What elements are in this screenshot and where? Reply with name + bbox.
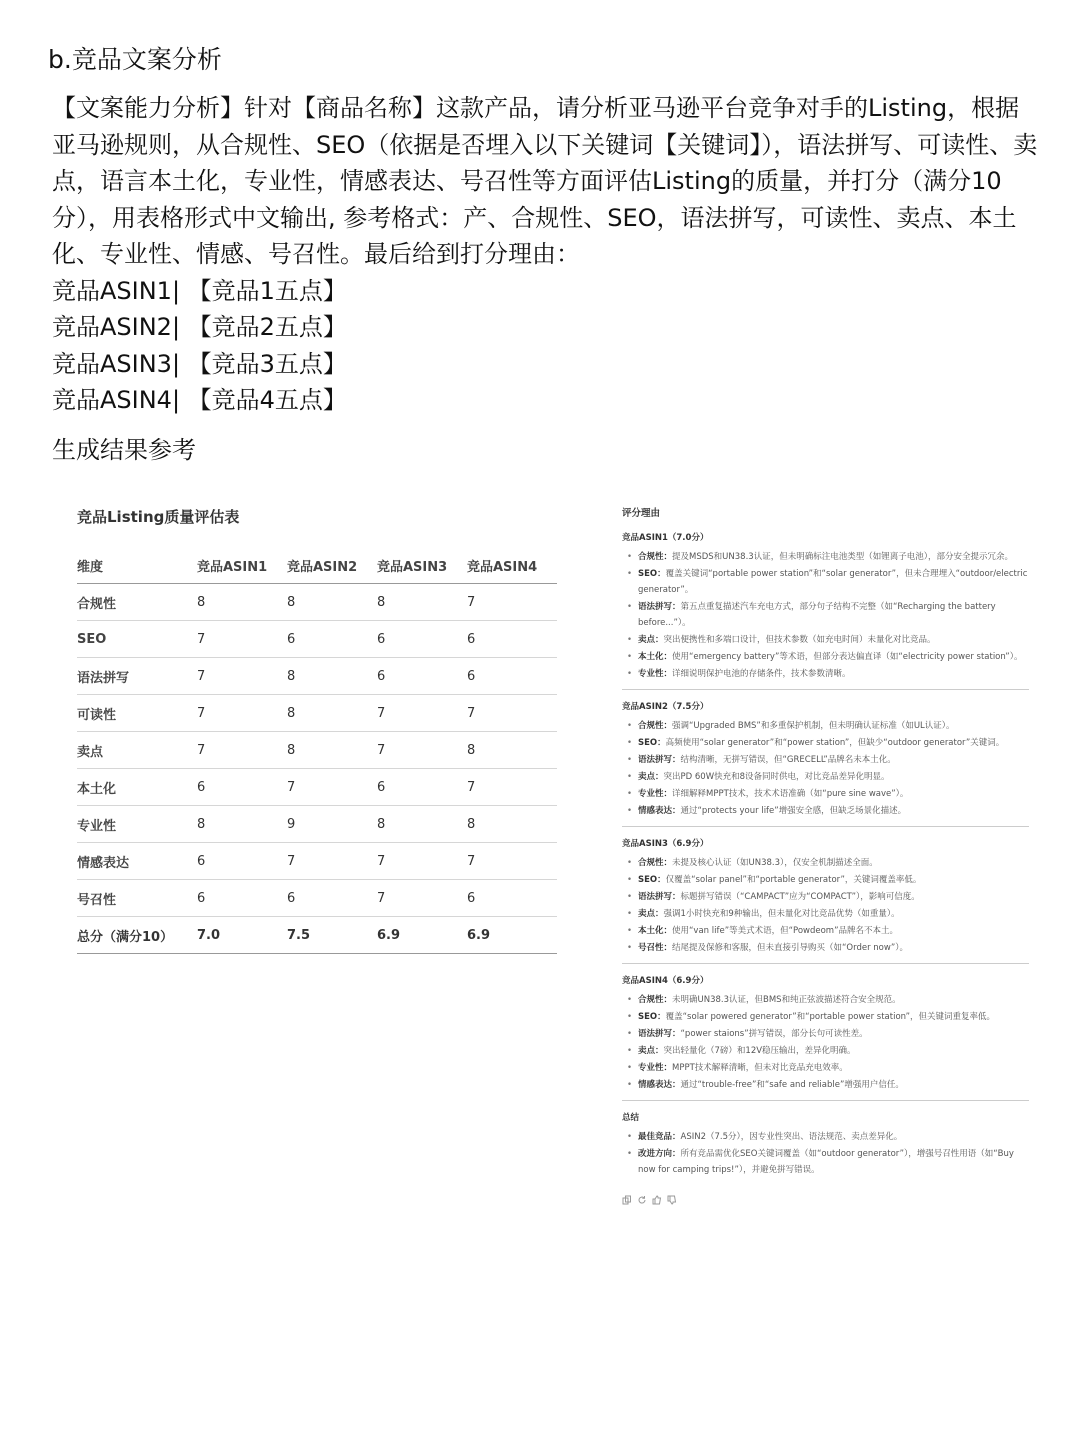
table-row [77,732,557,769]
prompt-text: 【文案能力分析】针对【商品名称】这款产品，请分析亚马逊平台竞争对手的Listing，根据亚马逊规则，从合规性、SEO（依据是否埋入以下关键词【关键词】），语法拼写、可读性、卖点，语言本土化，专业性，情感表达、号召性等方面评估Listing的质量，并打分（满分10分），用表格形式中文输出, 参考格式：产、合规性、SEO，语法拼写，可读性、卖点、本土化、专业性、情感、号召性。最后给到打分理由： [52,94,1038,268]
row-dimension: 号召性 [77,880,197,917]
table-row [77,843,557,880]
row-dimension: 卖点 [77,732,197,769]
score-cell: 8 [287,732,377,769]
reason-item [638,718,1029,734]
reason-item [638,1077,1029,1093]
score-cell: 7 [467,843,557,880]
score-cell: 6 [377,621,467,658]
reason-item [638,599,1029,631]
header-asin4: 竞品ASIN4 [467,547,557,584]
reason-item [638,786,1029,802]
reason-text: 第五点重复描述汽车充电方式，部分句子结构不完整（如“Recharging the battery before...”）。 [638,602,996,628]
row-dimension: SEO [77,621,197,658]
reason-text: 未提及核心认证（如UN38.3），仅安全机制描述全面。 [672,858,878,868]
score-cell: 8 [287,584,377,621]
table-row [77,806,557,843]
table-title: 竞品Listing质量评估表 [77,508,240,526]
table-row [77,658,557,695]
reason-text: 突出轻量化（7磅）和12V稳压输出，差异化明确。 [663,1046,856,1056]
reason-key: 卖点： [638,909,664,919]
row-dimension: 语法拼写 [77,658,197,695]
header-asin3: 竞品ASIN3 [377,547,467,584]
score-cell: 6 [467,621,557,658]
reason-item [638,769,1029,785]
reason-section [622,974,1029,1101]
reason-key: 语法拼写： [638,602,681,612]
reason-section-heading: 竞品ASIN1（7.0分） [622,533,709,543]
reasons-title: 评分理由 [622,508,661,519]
reason-key: 情感表达： [638,1080,681,1090]
score-cell: 6 [467,880,557,917]
table-row [77,584,557,621]
score-cell: 7 [377,695,467,732]
reason-key: SEO： [638,1012,666,1022]
reason-text: 覆盖关键词“portable power station”和“solar generator”，但未合理埋入“outdoor/electric generator”。 [638,569,1028,595]
reason-item [638,1009,1029,1025]
reason-key: 卖点： [638,772,664,782]
score-cell: 7 [197,732,287,769]
reason-text: 详细解释MPPT技术，技术术语准确（如“pure sine wave”）。 [672,789,909,799]
copy-icon[interactable] [622,1195,632,1205]
evaluation-table-block [77,506,557,954]
header-dimension: 维度 [77,547,197,584]
score-cell: 7 [467,695,557,732]
action-icons [622,1195,1029,1205]
reason-text: 未明确UN38.3认证，但BMS和纯正弦波描述符合安全规范。 [672,995,901,1005]
page-heading: b.竞品文案分析 [48,45,222,74]
evaluation-table [77,547,557,954]
score-cell: 6 [197,880,287,917]
reason-key: 本土化： [638,926,673,936]
score-cell: 8 [467,806,557,843]
reason-item [638,803,1029,819]
score-cell: 6 [377,769,467,806]
reason-item [638,566,1029,598]
row-dimension: 情感表达 [77,843,197,880]
reason-item [638,923,1029,939]
reason-text: 覆盖“solar powered generator”和“portable power station”，但关键词重复率低。 [665,1012,995,1022]
reason-text: 仅覆盖“solar panel”和“portable generator”，关键词覆盖率低。 [665,875,922,885]
reason-key: 号召性： [638,943,673,953]
reason-list [622,992,1029,1093]
reason-key: 卖点： [638,1046,664,1056]
score-cell: 6 [287,621,377,658]
reason-section [622,700,1029,827]
reason-key: SEO： [638,738,666,748]
reason-text: 结尾提及保修和客服，但未直接引导购买（如“Order now”）。 [672,943,908,953]
thumbs-down-icon[interactable] [667,1195,677,1205]
reason-key: 合规性： [638,721,673,731]
reason-item [638,855,1029,871]
reasons-panel [622,505,1029,1205]
reason-item [638,632,1029,648]
reason-section-heading: 竞品ASIN4（6.9分） [622,976,709,986]
score-cell: 8 [197,806,287,843]
reason-section-heading: 竞品ASIN2（7.5分） [622,702,709,712]
score-cell: 7 [197,658,287,695]
refresh-icon[interactable] [637,1195,647,1205]
table-row [77,769,557,806]
table-total-row [77,917,557,954]
reason-key: 合规性： [638,858,673,868]
reason-text: 强调1小时快充和9种输出，但未量化对比竞品优势（如重量）。 [663,909,900,919]
reason-key: 专业性： [638,789,673,799]
reason-key: 语法拼写： [638,892,681,902]
reason-text: ASIN2（7.5分），因专业性突出、语法规范、卖点差异化。 [680,1132,903,1142]
reason-list [622,855,1029,956]
score-cell: 8 [467,732,557,769]
reason-key: 合规性： [638,552,673,562]
score-cell: 7 [287,843,377,880]
score-cell: 7 [467,584,557,621]
reason-section [622,837,1029,964]
score-cell: 8 [287,695,377,732]
total-score: 6.9 [377,917,467,954]
reason-section-heading: 总结 [622,1113,640,1123]
reason-key: SEO： [638,569,666,579]
reason-list [622,549,1029,682]
reason-item [638,992,1029,1008]
reason-key: 最佳竞品： [638,1132,681,1142]
score-cell: 6 [197,843,287,880]
reason-item [638,1146,1029,1178]
reason-text: 所有竞品需优化SEO关键词覆盖（如“outdoor generator”），增强号召性用语（如“Buy now for camping trips!”），并避免拼写错误。 [638,1149,1014,1175]
row-dimension: 本土化 [77,769,197,806]
score-cell: 7 [377,880,467,917]
reason-section-heading: 竞品ASIN3（6.9分） [622,839,709,849]
prompt-block [52,90,1042,419]
score-cell: 6 [287,880,377,917]
score-cell: 7 [287,769,377,806]
row-dimension: 合规性 [77,584,197,621]
reason-key: 语法拼写： [638,755,681,765]
reason-item [638,735,1029,751]
reason-item [638,872,1029,888]
reason-text: 通过“protects your life”增强安全感，但缺乏场景化描述。 [680,806,907,816]
reason-key: 专业性： [638,1063,673,1073]
score-cell: 6 [467,658,557,695]
reason-list [622,1129,1029,1178]
reason-item [638,940,1029,956]
reason-item [638,1043,1029,1059]
score-cell: 7 [197,695,287,732]
reason-key: 本土化： [638,652,673,662]
reason-text: 通过“trouble-free”和“safe and reliable”增强用户信任。 [680,1080,904,1090]
result-label: 生成结果参考 [52,436,196,464]
table-row [77,695,557,732]
asin-line-2: 竞品ASIN2| 【竞品2五点】 [52,313,347,341]
total-label: 总分（满分10） [77,917,197,954]
score-cell: 7 [467,769,557,806]
reason-key: 改进方向： [638,1149,681,1159]
reason-item [638,752,1029,768]
reason-item [638,549,1029,565]
score-cell: 8 [197,584,287,621]
asin-line-4: 竞品ASIN4| 【竞品4五点】 [52,386,347,414]
score-cell: 6 [197,769,287,806]
reason-list [622,718,1029,819]
reason-text: 突出PD 60W快充和8设备同时供电，对比竞品差异化明显。 [663,772,890,782]
header-asin2: 竞品ASIN2 [287,547,377,584]
score-cell: 8 [287,658,377,695]
score-cell: 7 [377,732,467,769]
reason-text: 强调“Upgraded BMS”和多重保护机制，但未明确认证标准（如UL认证）。 [672,721,955,731]
row-dimension: 专业性 [77,806,197,843]
reason-text: 使用“emergency battery”等术语，但部分表达偏直译（如“electricity power station”）。 [672,652,1023,662]
score-cell: 7 [197,621,287,658]
reason-text: 结构清晰，无拼写错误，但“GRECELL”品牌名未本土化。 [680,755,896,765]
reason-key: 情感表达： [638,806,681,816]
score-cell: 7 [377,843,467,880]
reason-text: 提及MSDS和UN38.3认证，但未明确标注电池类型（如锂离子电池），部分安全提示冗余。 [672,552,1013,562]
total-score: 7.0 [197,917,287,954]
reason-key: 合规性： [638,995,673,1005]
thumbs-up-icon[interactable] [652,1195,662,1205]
reason-text: 详细说明保护电池的存储条件，技术参数清晰。 [672,669,851,679]
reason-item [638,1129,1029,1145]
reason-key: 语法拼写： [638,1029,681,1039]
reason-text: 使用“van life”等美式术语，但“Powdeom”品牌名不本土。 [672,926,898,936]
reason-item [638,666,1029,682]
reason-section [622,531,1029,690]
reason-item [638,649,1029,665]
table-row [77,621,557,658]
header-asin1: 竞品ASIN1 [197,547,287,584]
reason-item [638,906,1029,922]
reason-key: 卖点： [638,635,664,645]
reason-item [638,1026,1029,1042]
reason-text: 突出便携性和多端口设计，但技术参数（如充电时间）未量化对比竞品。 [663,635,936,645]
reason-key: 专业性： [638,669,673,679]
reason-text: “power staions”拼写错误，部分长句可读性差。 [680,1029,868,1039]
score-cell: 8 [377,806,467,843]
score-cell: 8 [377,584,467,621]
score-cell: 6 [377,658,467,695]
reason-text: 标题拼写错误（“CAMPACT”应为“COMPACT”），影响可信度。 [680,892,920,902]
reason-text: MPPT技术解释清晰，但未对比竞品充电效率。 [672,1063,848,1073]
table-row [77,880,557,917]
total-score: 7.5 [287,917,377,954]
reason-item [638,1060,1029,1076]
row-dimension: 可读性 [77,695,197,732]
score-cell: 9 [287,806,377,843]
asin-line-1: 竞品ASIN1| 【竞品1五点】 [52,276,347,305]
asin-line-3: 竞品ASIN3| 【竞品3五点】 [52,349,347,378]
table-header-row [77,547,557,584]
reason-key: SEO： [638,875,666,885]
reason-section [622,1111,1029,1185]
reason-item [638,889,1029,905]
reason-text: 高频使用“solar generator”和“power station”，但缺少“outdoor generator”关键词。 [665,738,1005,748]
total-score: 6.9 [467,917,557,954]
